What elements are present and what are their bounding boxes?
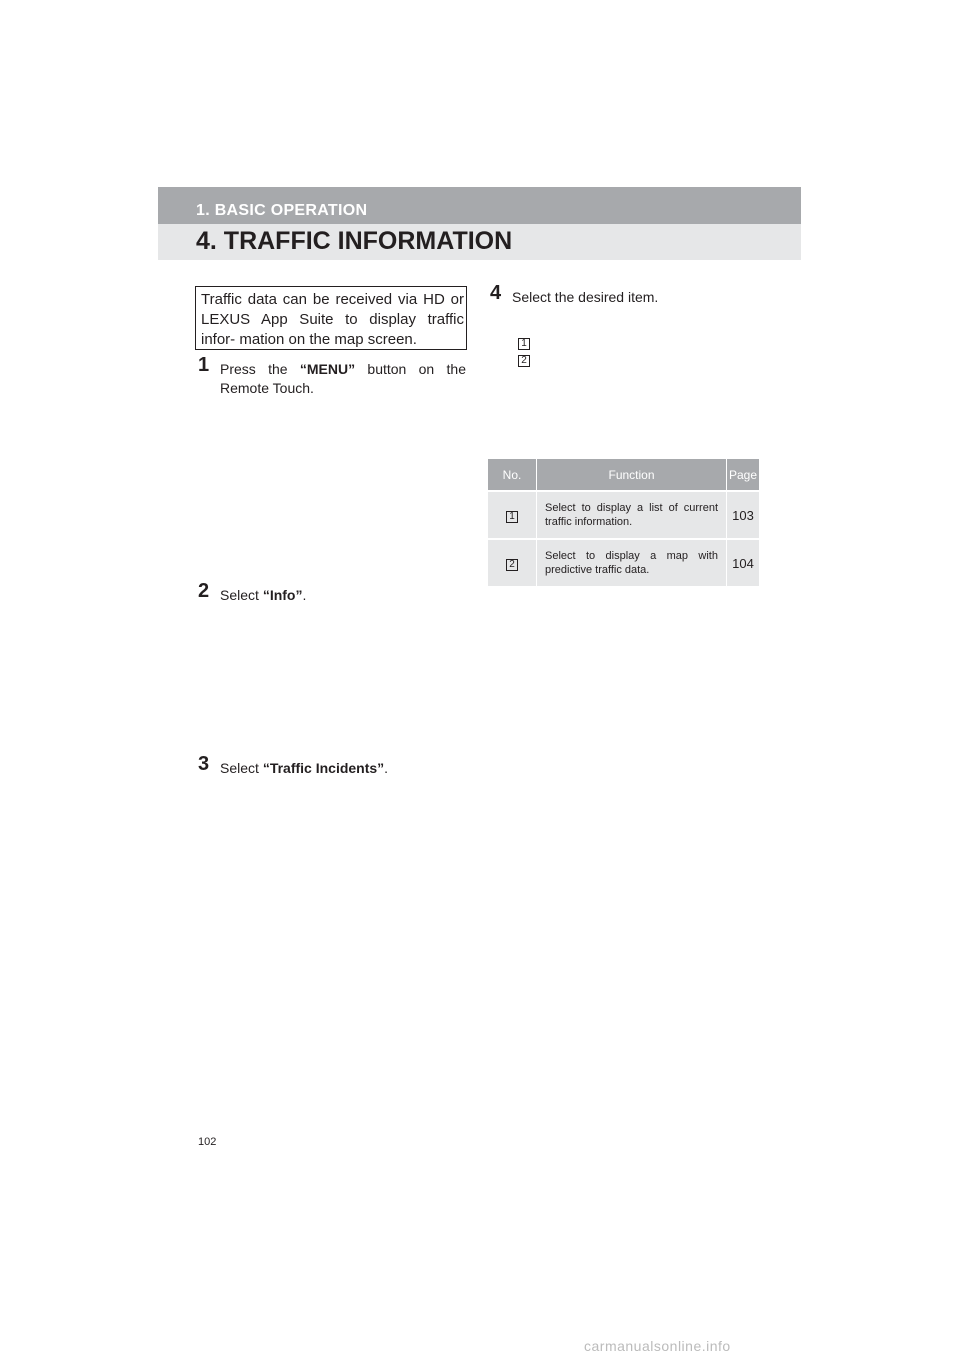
- step-1: [198, 354, 466, 398]
- row-no: 1: [488, 491, 537, 539]
- page-number: 102: [198, 1136, 217, 1148]
- step-3: [198, 753, 466, 778]
- intro-box: [195, 286, 467, 350]
- step-number: 3: [198, 753, 210, 775]
- step-4: [490, 282, 758, 307]
- callout-2: 2: [518, 355, 530, 367]
- step-text: Press the “MENU” button on the Remote Touch.: [220, 361, 466, 396]
- function-table: [488, 459, 759, 586]
- step-number: 1: [198, 354, 210, 376]
- step-number: 4: [490, 282, 502, 304]
- step-text: Select “Traffic Incidents”.: [220, 760, 389, 776]
- header-page: Page: [727, 459, 760, 491]
- row-page: 104: [727, 539, 760, 586]
- callout-1: 1: [518, 338, 530, 350]
- header-function: Function: [537, 459, 727, 491]
- section-label: 1. BASIC OPERATION: [196, 202, 368, 219]
- row-page: 103: [727, 491, 760, 539]
- intro-text: Traffic data can be received via HD or LEXUS App Suite to display traffic infor- mation on the map screen.: [201, 291, 464, 348]
- step-text: Select “Info”.: [220, 587, 307, 603]
- section-header-bar: [158, 187, 801, 224]
- table-header-row: [488, 459, 759, 491]
- step-2: [198, 580, 466, 605]
- row-function: Select to display a map with predictive traffic data.: [537, 539, 727, 586]
- step-text: Select the desired item.: [512, 289, 659, 305]
- watermark: carmanualsonline.info: [584, 1338, 731, 1354]
- row-no: 2: [488, 539, 537, 586]
- title-bar: [158, 224, 801, 260]
- row-function: Select to display a list of current traffic information.: [537, 491, 727, 539]
- step-number: 2: [198, 580, 210, 602]
- table-row: [488, 491, 759, 539]
- page-title: 4. TRAFFIC INFORMATION: [196, 227, 513, 255]
- table-row: [488, 539, 759, 586]
- header-no: No.: [488, 459, 537, 491]
